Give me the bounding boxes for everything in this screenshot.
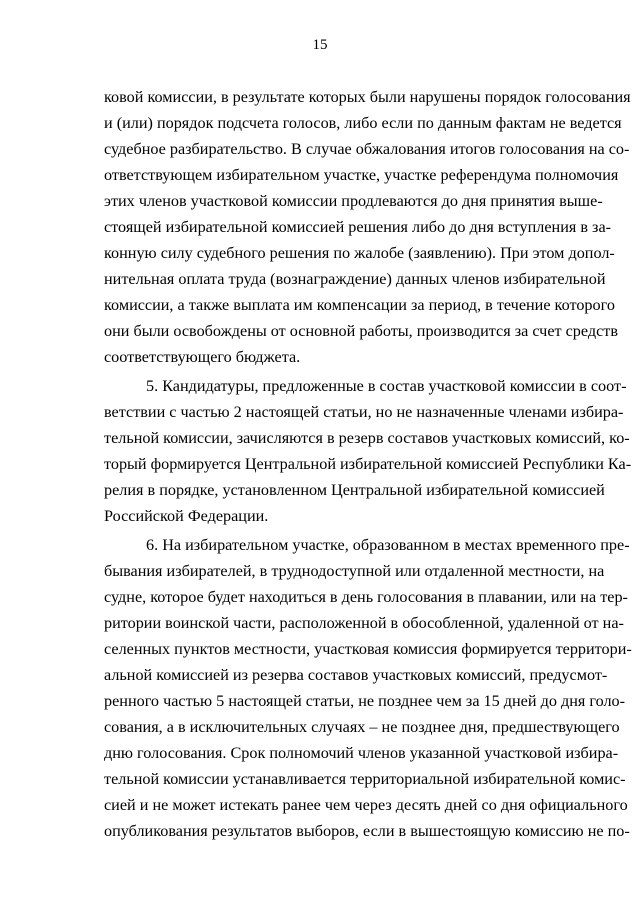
page-number: 15 (312, 37, 328, 53)
text-line: сией и не может истекать ранее чем через десять дней со дня официального (104, 796, 628, 814)
text-line: дню голосования. Срок полномочий членов указанной участковой избира- (104, 744, 619, 762)
text-line: они были освобождены от основной работы, производится за счет средств (104, 322, 619, 340)
text-line: ренного частью 5 настоящей статьи, не позднее чем за 15 дней до дня голо- (104, 692, 626, 710)
text-line: стоящей избирательной комиссией решения либо до дня вступления в за- (104, 218, 612, 236)
text-line: торый формируется Центральной избирательной комиссией Республики Ка- (104, 455, 632, 473)
text-line: ковой комиссии, в результате которых были нарушены порядок голосования (104, 88, 631, 106)
text-line: селенных пунктов местности, участковая комиссия формируется территори- (104, 640, 632, 658)
text-line: этих членов участковой комиссии продлеваются до дня принятия выше- (104, 192, 603, 210)
text-line: судебное разбирательство. В случае обжалования итогов голосования на со- (104, 140, 630, 158)
text-line: и (или) порядок подсчета голосов, либо если по данным фактам не ведется (104, 114, 622, 132)
text-line: сования, а в исключительных случаях – не позднее дня, предшествующего (104, 718, 620, 736)
text-line: тельной комиссии, зачисляются в резерв составов участковых комиссий, ко- (104, 429, 630, 447)
text-line: 5. Кандидатуры, предложенные в состав участковой комиссии в соот- (146, 377, 627, 395)
text-line: комиссии, а также выплата им компенсации за период, в течение которого (104, 296, 615, 314)
text-line: тельной комиссии устанавливается территориальной избирательной комис- (104, 770, 626, 788)
text-line: судне, которое будет находиться в день голосования в плавании, или на тер- (104, 588, 628, 606)
text-line: Российской Федерации. (104, 507, 269, 525)
text-line: бывания избирателей, в труднодоступной или отдаленной местности, на (104, 562, 605, 580)
text-line: нительная оплата труда (вознаграждение) данных членов избирательной (104, 270, 606, 288)
text-line: конную силу судебного решения по жалобе (заявлению). При этом допол- (104, 244, 615, 262)
text-line: 6. На избирательном участке, образованном в местах временного пре- (146, 536, 630, 554)
text-line: ветствии с частью 2 настоящей статьи, но не назначенные членами избира- (104, 403, 624, 421)
text-line: ритории воинской части, расположенной в обособленной, удаленной от на- (104, 614, 624, 632)
text-line: альной комиссией из резерва составов участковых комиссий, предусмот- (104, 666, 608, 684)
text-line: опубликования результатов выборов, если в вышестоящую комиссию не по- (104, 822, 630, 840)
text-line: ответствующем избирательном участке, участке референдума полномочия (104, 166, 619, 184)
text-line: релия в порядке, установленном Центральной избирательной комиссией (104, 481, 605, 499)
text-line: соответствующего бюджета. (104, 348, 301, 366)
